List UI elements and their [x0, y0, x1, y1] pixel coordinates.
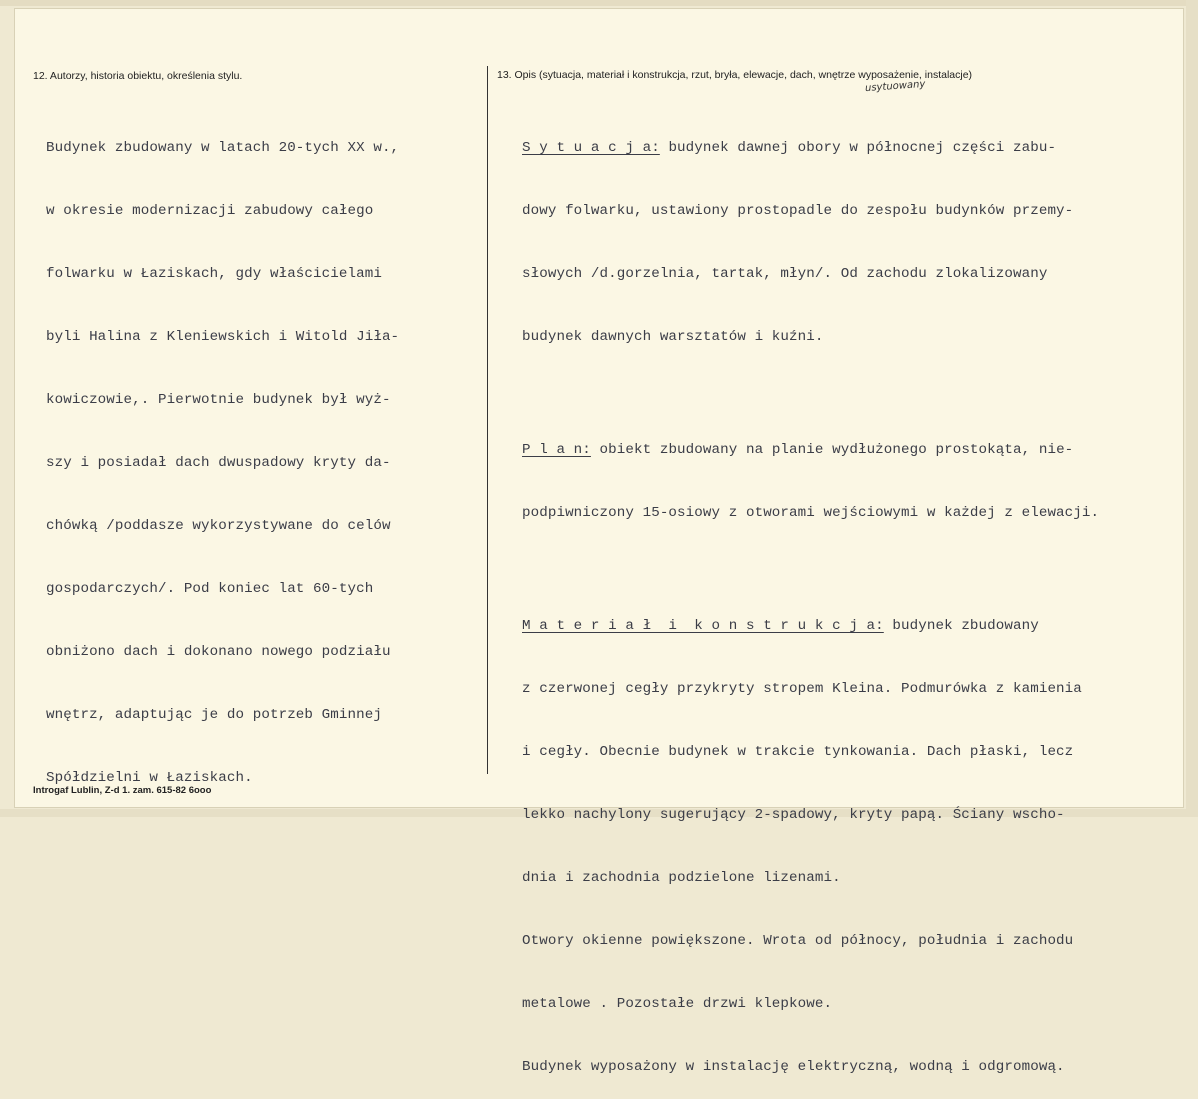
text-line: dowy folwarku, ustawiony prostopadle do zespołu budynków przemy-	[522, 201, 1099, 222]
text-line: obniżono dach i dokonano nowego podziału	[46, 642, 399, 663]
text-line: Spółdzielni w Łaziskach.	[46, 768, 399, 789]
text-line: i cegły. Obecnie budynek w trakcie tynkowania. Dach płaski, lecz	[522, 742, 1099, 763]
plan-label: P l a n:	[522, 442, 591, 458]
plan-line	[522, 440, 1099, 461]
text-line: metalowe . Pozostałe drzwi klepkowe.	[522, 994, 1099, 1015]
sytuacja-line	[522, 138, 1099, 159]
text-line: w okresie modernizacji zabudowy całego	[46, 201, 399, 222]
sytuacja-label: S y t u a c j a:	[522, 140, 660, 156]
section-13-header: 13. Opis (sytuacja, materiał i konstrukcja, rzut, bryła, elewacje, dach, wnętrze wyposażenie, instalacje)	[497, 69, 972, 81]
column-divider	[487, 66, 488, 774]
text-line: byli Halina z Kleniewskich i Witold Jiła-	[46, 327, 399, 348]
spacer	[522, 390, 1099, 398]
text-line: szy i posiadał dach dwuspadowy kryty da-	[46, 453, 399, 474]
section-12-body	[46, 96, 399, 810]
spacer	[522, 566, 1099, 574]
text-line: dnia i zachodnia podzielone lizenami.	[522, 868, 1099, 889]
text-line: chówką /poddasze wykorzystywane do celów	[46, 516, 399, 537]
material-line	[522, 616, 1099, 637]
section-13-body	[522, 96, 1099, 1099]
text-line: budynek zbudowany	[884, 618, 1039, 634]
material-label: M a t e r i a ł i k o n s t r u k c j a:	[522, 618, 884, 634]
text-line: lekko nachylony sugerujący 2-spadowy, kryty papą. Ściany wscho-	[522, 805, 1099, 826]
page-edge-right	[1186, 0, 1198, 817]
section-12-header: 12. Autorzy, historia obiektu, określenia stylu.	[33, 70, 242, 82]
text-line: podpiwniczony 15-osiowy z otworami wejściowymi w każdej z elewacji.	[522, 503, 1099, 524]
text-line: z czerwonej cegły przykryty stropem Kleina. Podmurówka z kamienia	[522, 679, 1099, 700]
text-line: wnętrz, adaptując je do potrzeb Gminnej	[46, 705, 399, 726]
text-line: Otwory okienne powiększone. Wrota od północy, południa i zachodu	[522, 931, 1099, 952]
text-line: folwarku w Łaziskach, gdy właścicielami	[46, 264, 399, 285]
text-line: budynek dawnych warsztatów i kuźni.	[522, 327, 1099, 348]
page-edge-top	[0, 0, 1198, 6]
text-line: budynek dawnej obory w północnej części zabu-	[660, 140, 1056, 156]
printer-footer: Introgaf Lublin, Z-d 1. zam. 615-82 6ooo	[33, 785, 211, 796]
text-line: gospodarczych/. Pod koniec lat 60-tych	[46, 579, 399, 600]
text-line: Budynek zbudowany w latach 20-tych XX w.,	[46, 138, 399, 159]
text-line: kowiczowie,. Pierwotnie budynek był wyż-	[46, 390, 399, 411]
text-line: Budynek wyposażony w instalację elektryczną, wodną i odgromową.	[522, 1057, 1099, 1078]
handwritten-note: usytuowany	[865, 79, 926, 94]
text-line: słowych /d.gorzelnia, tartak, młyn/. Od zachodu zlokalizowany	[522, 264, 1099, 285]
text-line: obiekt zbudowany na planie wydłużonego prostokąta, nie-	[591, 442, 1073, 458]
